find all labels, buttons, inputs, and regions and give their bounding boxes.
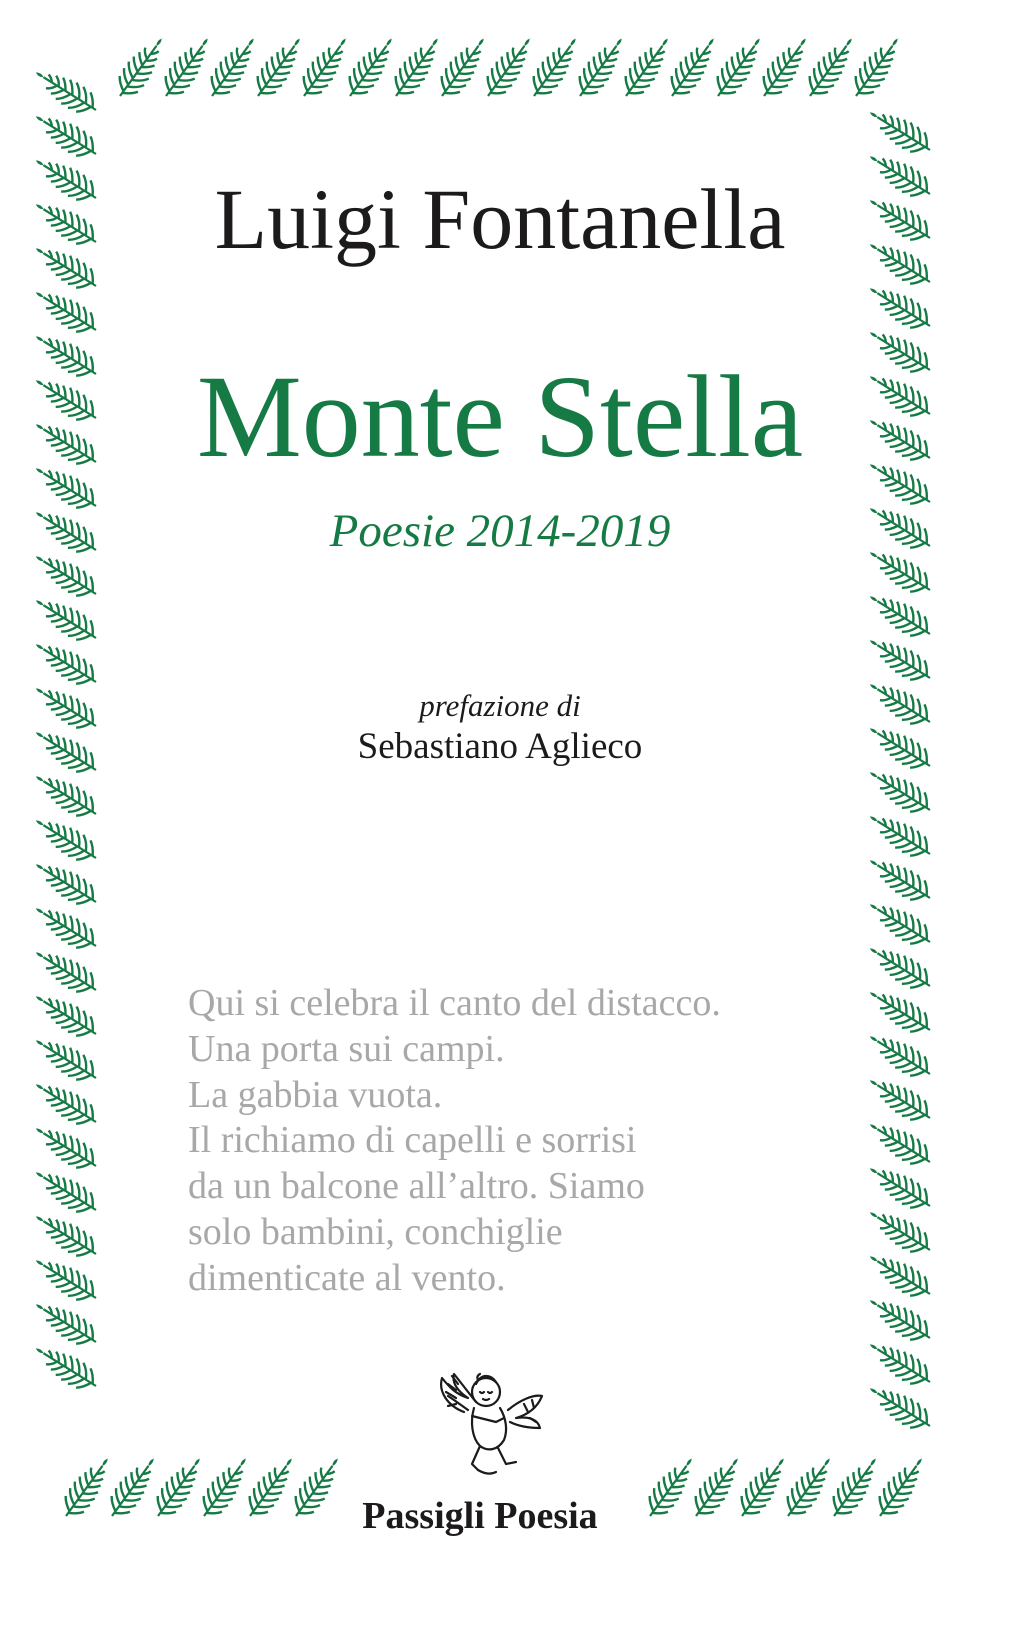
laurel-leaf-icon (247, 31, 310, 104)
laurel-leaf-icon (863, 629, 937, 689)
laurel-leaf-icon (431, 31, 494, 104)
poem-excerpt (188, 981, 828, 1302)
laurel-leaf-icon (155, 31, 218, 104)
laurel-leaf-icon (29, 1073, 103, 1133)
laurel-leaf-icon (385, 31, 448, 104)
laurel-leaf-icon (799, 31, 862, 104)
author-name: Luigi Fontanella (214, 171, 786, 267)
laurel-leaf-icon (477, 31, 540, 104)
laurel-leaf-icon (863, 1333, 937, 1393)
poem-line: dimenticate al vento. (188, 1256, 506, 1299)
laurel-leaf-icon (863, 1377, 937, 1437)
book-title: Monte Stella (196, 351, 804, 482)
laurel-leaf-icon (201, 31, 264, 104)
laurel-leaf-icon (863, 981, 937, 1041)
laurel-leaf-icon (109, 31, 172, 104)
laurel-leaf-icon (29, 1293, 103, 1353)
laurel-leaf-icon (863, 277, 937, 337)
laurel-leaf-icon (29, 985, 103, 1045)
laurel-leaf-icon (29, 633, 103, 693)
laurel-leaf-icon (615, 31, 678, 104)
cherub-icon (434, 1366, 546, 1484)
laurel-leaf-icon (863, 761, 937, 821)
laurel-leaf-icon (863, 585, 937, 645)
laurel-leaf-icon (29, 941, 103, 1001)
poem-line: Una porta sui campi. (188, 1027, 505, 1070)
laurel-leaf-icon (863, 805, 937, 865)
laurel-leaf-icon (29, 897, 103, 957)
laurel-leaf-icon (29, 1337, 103, 1397)
laurel-leaf-icon (29, 1117, 103, 1177)
laurel-leaf-icon (863, 893, 937, 953)
poem-line: Il richiamo di capelli e sorrisi (188, 1119, 637, 1162)
laurel-leaf-icon (29, 589, 103, 649)
poem-line: La gabbia vuota. (188, 1073, 443, 1116)
laurel-leaf-icon (863, 1069, 937, 1129)
laurel-leaf-icon (29, 765, 103, 825)
laurel-leaf-icon (29, 853, 103, 913)
laurel-leaf-icon (29, 1029, 103, 1089)
laurel-leaf-icon (29, 105, 103, 165)
laurel-leaf-icon (293, 31, 356, 104)
laurel-leaf-icon (29, 1249, 103, 1309)
laurel-leaf-icon (29, 281, 103, 341)
laurel-leaf-icon (569, 31, 632, 104)
laurel-leaf-icon (863, 1201, 937, 1261)
poem-line: Qui si celebra il canto del distacco. (188, 982, 721, 1024)
poem-line: da un balcone all’altro. Siamo (188, 1165, 645, 1208)
preface-author: Sebastiano Aglieco (357, 726, 643, 767)
laurel-leaf-icon (29, 1161, 103, 1221)
laurel-leaf-icon (29, 61, 103, 121)
laurel-leaf-icon (661, 31, 724, 104)
laurel-leaf-icon (863, 1245, 937, 1305)
laurel-leaf-icon (863, 1157, 937, 1217)
laurel-leaf-icon (863, 101, 937, 161)
laurel-leaf-icon (339, 31, 402, 104)
laurel-leaf-icon (863, 1025, 937, 1085)
laurel-leaf-icon (29, 1205, 103, 1265)
laurel-leaf-icon (523, 31, 586, 104)
laurel-leaf-icon (863, 849, 937, 909)
laurel-leaf-icon (863, 1289, 937, 1349)
laurel-leaf-icon (863, 1113, 937, 1173)
publisher-name: Passigli Poesia (362, 1495, 598, 1537)
laurel-leaf-icon (707, 31, 770, 104)
preface-label: prefazione di (419, 688, 581, 723)
poem-line: solo bambini, conchiglie (188, 1210, 563, 1253)
laurel-leaf-icon (29, 809, 103, 869)
laurel-leaf-icon (863, 937, 937, 997)
laurel-leaf-icon (845, 31, 908, 104)
laurel-leaf-icon (753, 31, 816, 104)
book-subtitle: Poesie 2014-2019 (329, 505, 671, 557)
